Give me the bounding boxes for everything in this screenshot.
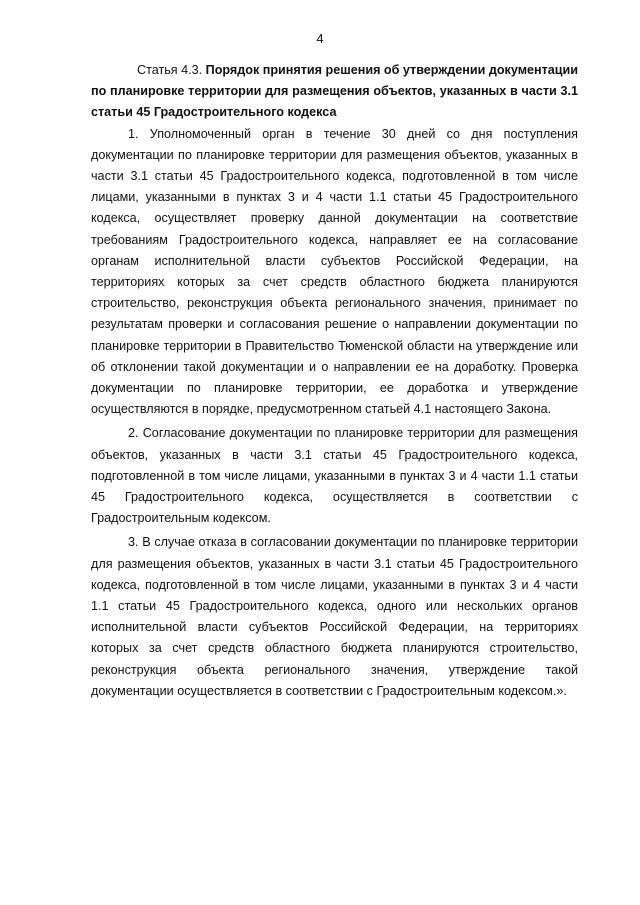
page-number: 4 bbox=[316, 31, 324, 46]
document-body bbox=[91, 60, 578, 705]
paragraph-1: 1. Уполномоченный орган в течение 30 дней со дня поступления документации по планировке территории для размещения объектов, указанных в части 3.1 статьи 45 Градостроительного кодекса, подготовленной в том числе лицами, указанными в пунктах 3 и 4 части 1.1 статьи 45 Градостроительного кодекса, осуществляет проверку данной документации на соответствие требованиям Градостроительного кодекса, направляет ее на согласование органам исполнительной власти субъектов Российской Федерации, на территориях которых за счет средств областного бюджета планируются строительство, реконструкция объекта регионального значения, принимает по результатам проверки и согласования решение о направлении документации по планировке территории в Правительство Тюменской области на утверждение или об отклонении такой документации и о направлении ее на доработку. Проверка документации по планировке территории, ее доработка и утверждение осуществляются в порядке, предусмотренном статьей 4.1 настоящего Закона. bbox=[91, 126, 578, 417]
paragraph-3: 3. В случае отказа в согласовании документации по планировке территории для размещения объектов, указанных в части 3.1 статьи 45 Градостроительного кодекса, подготовленной в том числе лицами, указанными в пунктах 3 и 4 части 1.1 статьи 45 Градостроительного кодекса, одного или нескольких органов исполнительной власти субъектов Российской Федерации, на территориях которых за счет средств областного бюджета планируются строительство, реконструкция объекта регионального значения, утверждение такой документации осуществляется в соответствии с Градостроительным кодексом.». bbox=[91, 535, 578, 698]
article-title: Порядок принятия решения об утверждении документации по планировке территории для размещения объектов, указанных в части 3.1 статьи 45 Градостроительного кодекса bbox=[91, 63, 579, 120]
article-label: Статья 4.3. bbox=[137, 63, 203, 77]
paragraph-2: 2. Согласование документации по планировке территории для размещения объектов, указанных в части 3.1 статьи 45 Градостроительного кодекса, подготовленной в том числе лицами, указанными в пунктах 3 и 4 части 1.1 статьи 45 Градостроительного кодекса, осуществляется в соответствии с Градостроительным кодексом. bbox=[91, 426, 578, 526]
article-heading bbox=[91, 60, 578, 124]
